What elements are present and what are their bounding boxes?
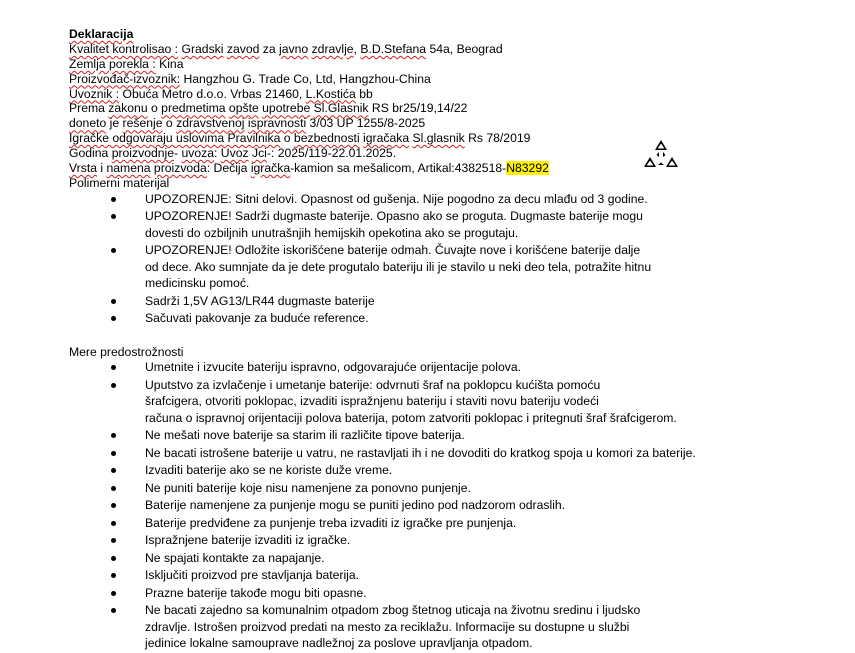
header-line [69, 116, 829, 131]
header-text: namena [106, 161, 151, 176]
list-item: Ne bacati zajedno sa komunalnim otpadom zbog štetnog uticaja na životnu sredinu i ljudsko zdravlje. Istrošen proizvod predati na mesto za reciklažu. Informacije su dostupne u službi jedinice lokalne samouprave nadležnoj za poslove upravljanja otpadom. [69, 602, 829, 651]
header-text: Kina [155, 56, 184, 71]
header-text: javno [279, 41, 309, 56]
header-line [69, 57, 829, 72]
header-text: bb [355, 86, 373, 101]
header-text: za [259, 41, 280, 56]
list-item: Baterije namenjene za punjenje mogu se puniti jedino pod nadzorom odraslih. [69, 497, 829, 513]
header-text: Igračke odgovaraju uslovima Pravilnika [69, 131, 281, 146]
header-text: 54a, Beograd [426, 41, 503, 56]
declaration-document [69, 27, 829, 653]
header-text: : [214, 146, 221, 161]
header-line [69, 176, 829, 191]
header-text: Godina [69, 146, 112, 161]
header-text: rešenje [122, 116, 163, 131]
header-text: uvoza [181, 146, 215, 161]
header-text: -: 2025/119-22.01.2025. [266, 146, 397, 161]
header-text: Proizvođač-izvoznik: [69, 71, 181, 86]
header-text: upotrebe [262, 101, 311, 116]
header-text: Prema [69, 101, 109, 116]
header-line [69, 161, 829, 176]
header-text: Gradski [181, 41, 224, 56]
header-text: RS br25/19,14/22 [368, 101, 468, 116]
list-item: UPOZORENJE! Odložite iskorišćene baterije odmah. Čuvajte nove i korišćene baterije dalje od dece. Ako sumnjate da je dete progutalo bateriju ili je stavilo u neki deo tela, potražite hitnu medicinsku pomoć. [69, 242, 829, 291]
list-item: Uputstvo za izvlačenje i umetanje baterije: odvrnuti šraf na poklopcu kućišta pomoću šrafcigera, otvoriti poklopac, izvaditi ispražnjenu bateriju i staviti novu bateriju vodeći računa o ispravnoj orijentaciji polova baterija, potom zatvoriti poklopac i pritegnuti šraf šrafcigerom. [69, 377, 829, 426]
list-item: Ne spajati kontakte za napajanje. [69, 550, 829, 566]
header-line [69, 146, 829, 161]
list-item: Sačuvati pakovanje za buduće reference. [69, 310, 829, 326]
header-text: Uvoz [220, 146, 249, 161]
header-text: B.D.Stefana [360, 41, 427, 56]
header-text: Sl.glasnik [412, 131, 465, 146]
list-item: Isključiti proizvod pre stavljanja baterija. [69, 567, 829, 583]
list-item: Izvaditi baterije ako se ne koriste duže vreme. [69, 462, 829, 478]
list-item: UPOZORENJE! Sadrži dugmaste baterije. Opasno ako se proguta. Dugmaste baterije mogu dovesti do ozbiljnih unutrašnjih hemijskih opekotina ako se progutaju. [69, 208, 829, 241]
warnings-list [69, 191, 829, 327]
header-text: predmetima [161, 101, 226, 116]
header-text: je [106, 116, 123, 131]
list-item: Umetnite i izvucite bateriju ispravno, odgovarajuće orijentacije polova. [69, 359, 829, 375]
header-text: Sl.Glasnik [313, 101, 369, 116]
highlighted-code: N83292 [506, 161, 549, 176]
header-line [69, 72, 829, 87]
header-line [69, 131, 829, 146]
precautions-heading: Mere predostrožnosti [69, 344, 184, 359]
list-item: Prazne baterije takođe mogu biti opasne. [69, 585, 829, 601]
header-text: , [353, 41, 361, 56]
header-text: -kamion sa mešalicom, Artikal:4382518- [290, 161, 507, 176]
list-item: Ne mešati nove baterije sa starim ili različite tipove baterija. [69, 427, 829, 443]
header-line [69, 42, 829, 57]
list-item: Sadrži 1,5V AG13/LR44 dugmaste baterije [69, 293, 829, 309]
header-text: zdravlje [311, 41, 354, 56]
header-text: Hangzhou G. Trade Co, Ltd, Hangzhou-China [180, 71, 431, 86]
recycle-triangle-icon [641, 137, 681, 173]
header-text: 3/03 UP 1255/8-2025 [306, 116, 426, 131]
header-text: : Dečija [206, 161, 251, 176]
header-text: bezbednosti [293, 131, 360, 146]
header-text: igračka [250, 161, 291, 176]
header-text: Kvalitet kontrolisao : [69, 41, 179, 56]
header-text: Jci [251, 146, 267, 161]
header-text: doneto [69, 116, 107, 131]
header-text: igračaka [363, 131, 410, 146]
declaration-header [69, 42, 829, 191]
header-text: zdravstvenoj [176, 116, 245, 131]
header-text: ispravnosti [247, 116, 307, 131]
list-item: Baterije predviđene za punjenje treba izvaditi iz igračke pre punjenja. [69, 515, 829, 531]
header-text: o [162, 116, 177, 131]
header-text: i [97, 161, 107, 176]
header-text: Polimerni materijal [69, 175, 170, 190]
list-item: Ne bacati istrošene baterije u vatru, ne rastavljati ih i ne dovoditi do kratkog spoja u komori za baterije. [69, 445, 829, 461]
header-text: opšte [228, 101, 259, 116]
header-text: Zemlja porekla : [69, 56, 156, 71]
header-text: o [147, 101, 162, 116]
header-line [69, 87, 829, 102]
list-item: Ispražnjene baterije izvaditi iz igračke. [69, 532, 829, 548]
list-item: UPOZORENJE: Sitni delovi. Opasnost od gušenja. Nije pogodno za decu mlađu od 3 godine. [69, 191, 829, 207]
list-item: Ne puniti baterije koje nisu namenjene za ponovno punjenje. [69, 480, 829, 496]
header-text: Vrsta [69, 161, 97, 176]
header-text: L.Kostića [305, 86, 356, 101]
header-text: zakonu [108, 101, 148, 116]
header-line [69, 101, 829, 116]
header-text: o [280, 131, 294, 146]
header-text: zavod [226, 41, 260, 56]
header-text: proizvodnje [111, 146, 175, 161]
header-text: Uvoznik : [69, 86, 120, 101]
header-text: Obuća Metro d.o.o. Vrbas 21460, [119, 86, 306, 101]
header-text: proizvoda [153, 161, 207, 176]
precautions-list [69, 359, 829, 651]
header-text: - [174, 146, 182, 161]
header-text: Rs 78/2019 [464, 131, 531, 146]
document-title: Deklaracija [69, 27, 134, 41]
